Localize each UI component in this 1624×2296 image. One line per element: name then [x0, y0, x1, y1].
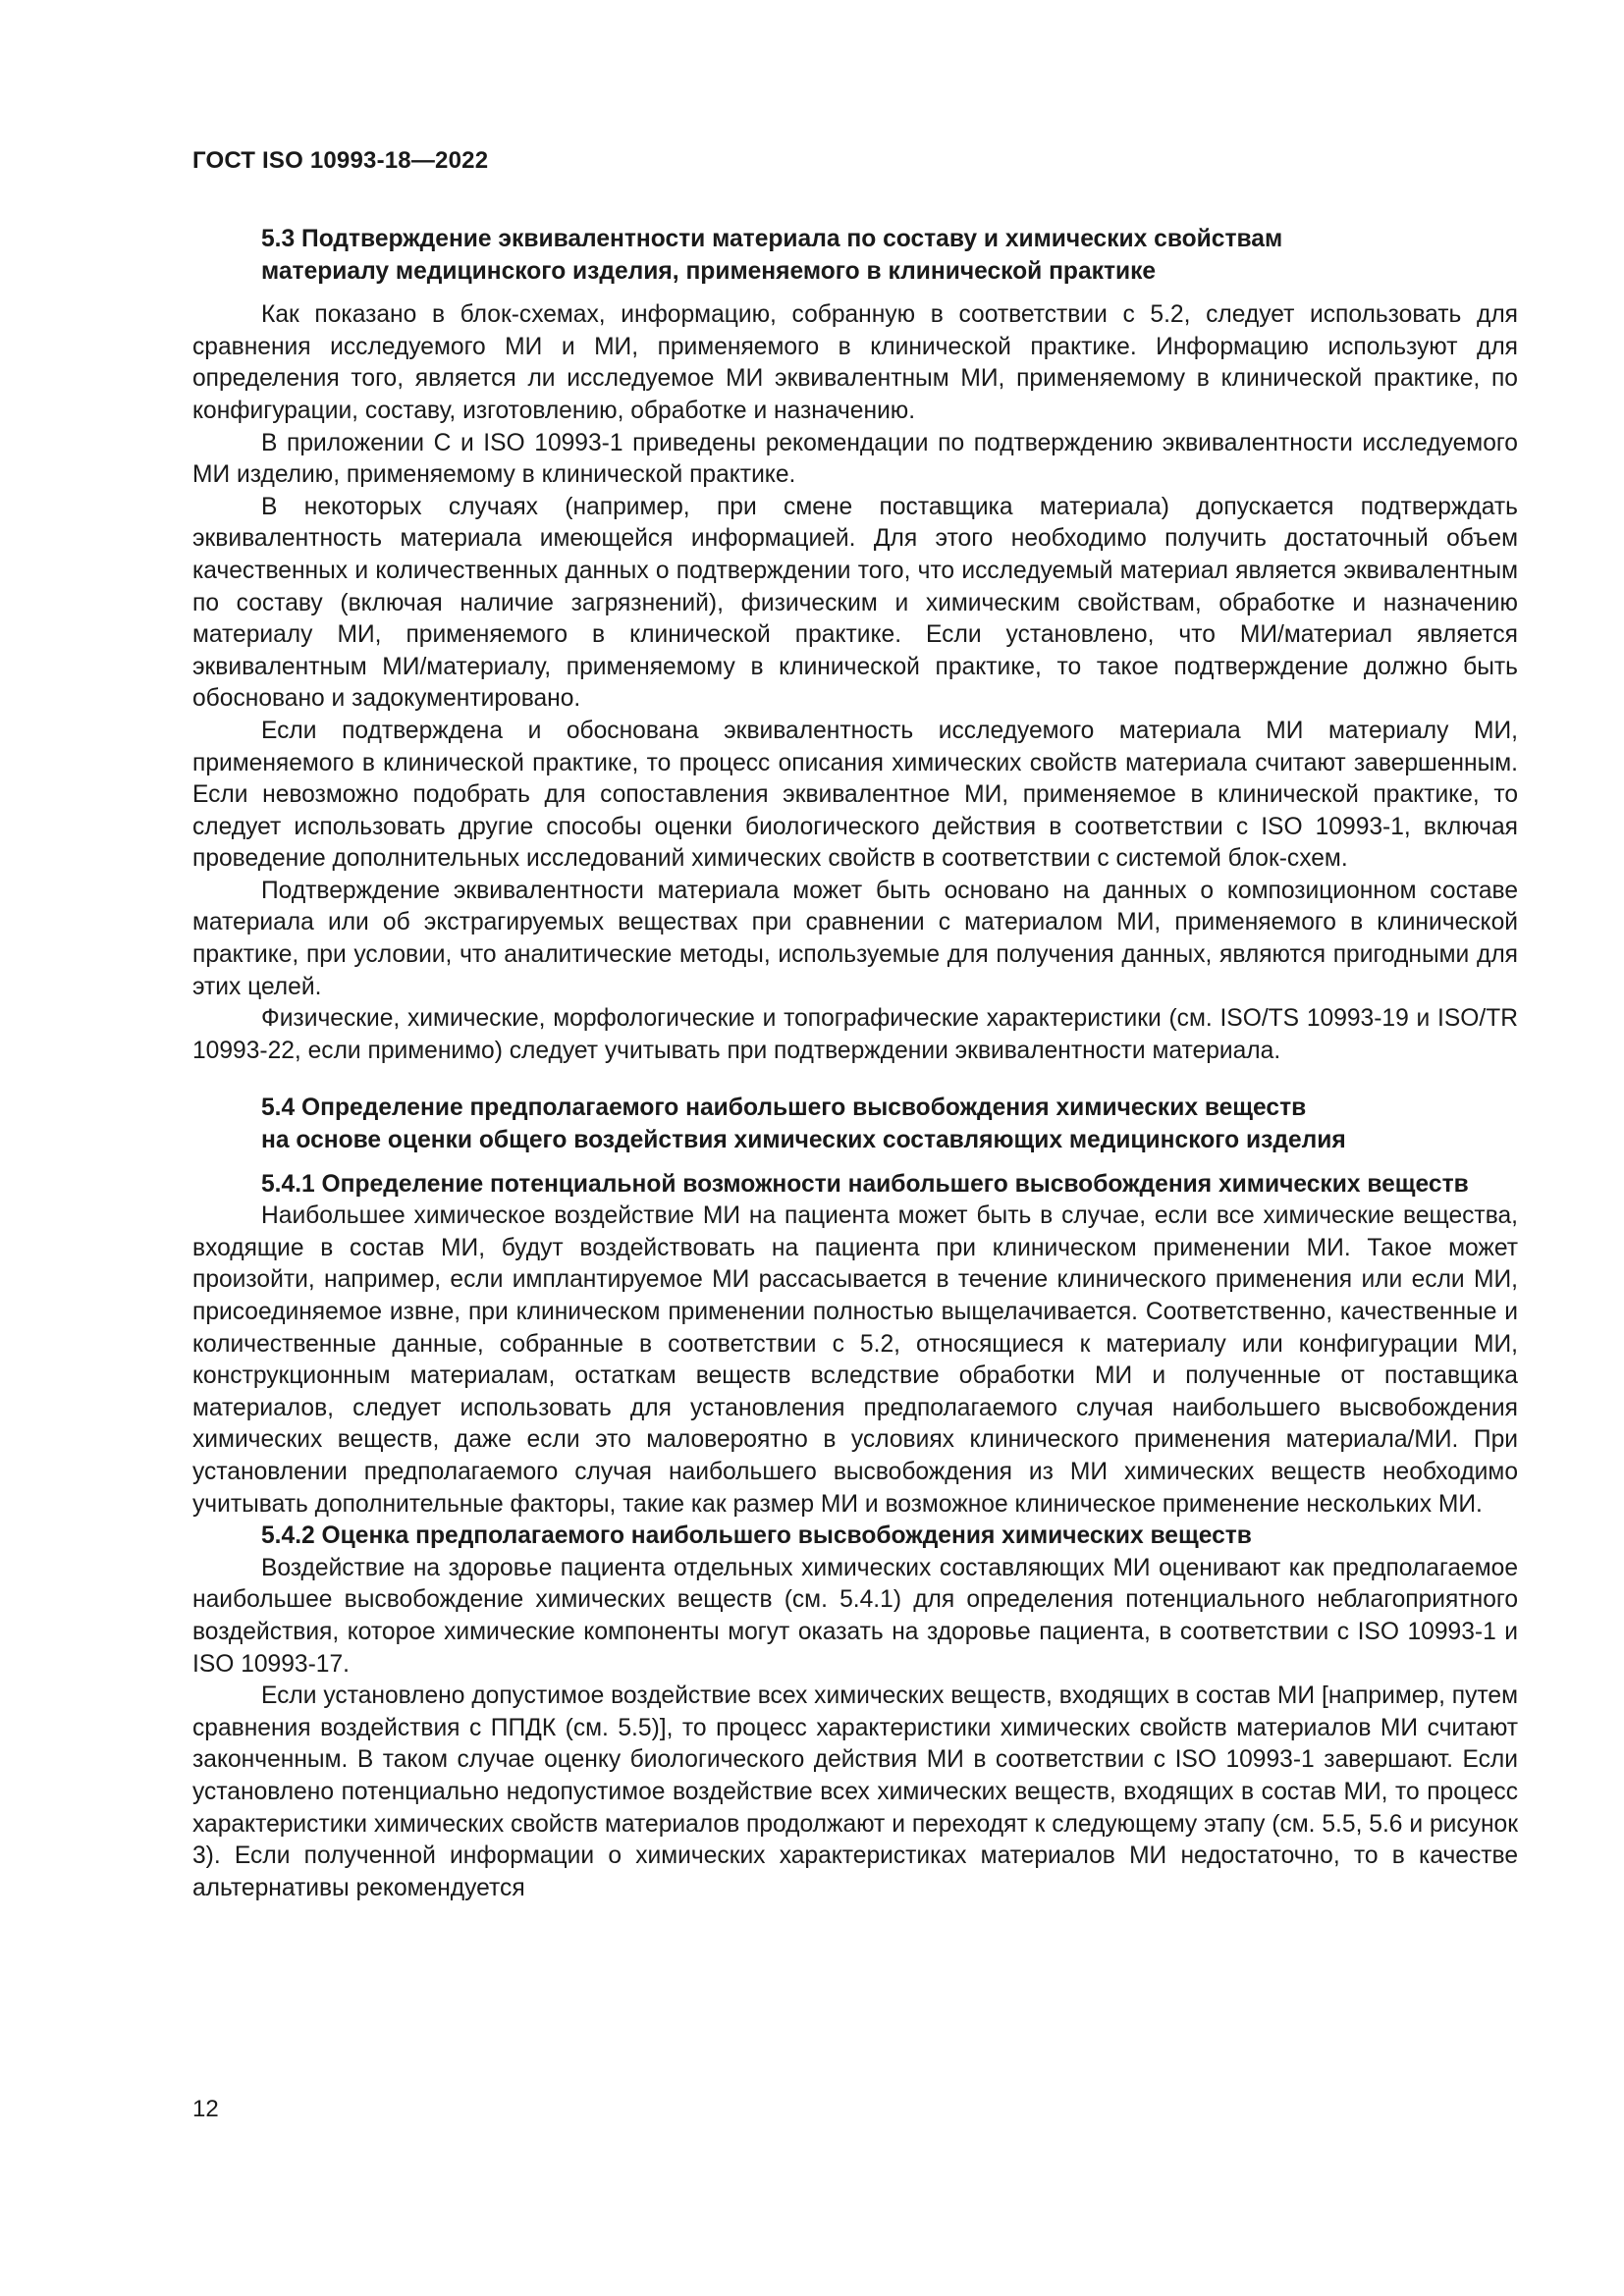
paragraph: Физические, химические, морфологические и топографические характеристики (см. ISO/TS 10993-19 и ISO/TR 10993-22, если применимо) следует учитывать при подтверждении эквивалентности материала.: [192, 1005, 1518, 1064]
paragraph: Воздействие на здоровье пациента отдельных химических составляющих МИ оценивают как предполагаемое наибольшее высвобождение химических веществ (см. 5.4.1) для определения потенциального неблагоприятного воздействия, которое химические компоненты могут оказать на здоровье пациента, в соответствии с ISO 10993-1 и ISO 10993-17.: [192, 1554, 1518, 1678]
page-number: 12: [192, 2096, 219, 2122]
paragraph: В некоторых случаях (например, при смене поставщика материала) допускается подтверждать эквивалентность материала имеющейся информацией. Для этого необходимо получить достаточный объем качественных и количественных данных о подтверждении того, что исследуемый материал является эквивалентным по составу (включая наличие загрязнений), физическим и химическим свойствам, обработке и назначению материалу МИ, применяемого в клинической практике. Если установлено, что МИ/материал является эквивалентным МИ/материалу, применяемому в клинической практике, то такое подтверждение должно быть обосновано и задокументировано.: [192, 493, 1518, 713]
section-5-3-heading: [192, 224, 1518, 288]
section-5-4-1-heading: 5.4.1 Определение потенциальной возможности наибольшего высвобождения химических веществ: [261, 1170, 1469, 1198]
section-5-4-heading-line2: на основе оценки общего воздействия химических составляющих медицинского изделия: [261, 1127, 1346, 1154]
section-5-4-heading: [192, 1093, 1518, 1156]
paragraph: Как показано в блок-схемах, информацию, собранную в соответствии с 5.2, следует использовать для сравнения исследуемого МИ и МИ, применяемого в клинической практике. Информацию используют для определения того, является ли исследуемое МИ эквивалентным МИ, применяемому в клинической практике, по конфигурации, составу, изготовлению, обработке и назначению.: [192, 301, 1518, 424]
document-body: [192, 224, 1518, 1904]
paragraph: Если подтверждена и обоснована эквивалентность исследуемого материала МИ материалу МИ, применяемого в клинической практике, то процесс описания химических свойств материала считают завершенным. Если невозможно подобрать для сопоставления эквивалентное МИ, применяемое в клинической практике, то следует использовать другие способы оценки биологического действия в соответствии с ISO 10993-1, включая проведение дополнительных исследований химических свойств в соответствии с системой блок-схем.: [192, 717, 1518, 873]
section-5-4-heading-line1: 5.4 Определение предполагаемого наибольшего высвобождения химических веществ: [261, 1095, 1307, 1122]
paragraph: Подтверждение эквивалентности материала может быть основано на данных о композиционном составе материала или об экстрагируемых веществах при сравнении с материалом МИ, применяемого в клинической практике, при условии, что аналитические методы, используемые для получения данных, являются пригодными для этих целей.: [192, 877, 1518, 1000]
section-5-3-heading-line2: материалу медицинского изделия, применяемого в клинической практике: [261, 257, 1157, 285]
section-5-3-heading-line1: 5.3 Подтверждение эквивалентности материала по составу и химических свойствам: [261, 226, 1283, 252]
section-5-4-2-heading: 5.4.2 Оценка предполагаемого наибольшего высвобождения химических веществ: [261, 1522, 1252, 1550]
paragraph: Наибольшее химическое воздействие МИ на пациента может быть в случае, если все химические вещества, входящие в состав МИ, будут воздействовать на пациента при клиническом применении МИ. Такое может произойти, например, если имплантируемое МИ рассасывается в течение клинического применения или если МИ, присоединяемое извне, при клиническом применении полностью выщелачивается. Соответственно, качественные и количественные данные, собранные в соответствии с 5.2, относящиеся к материалу или конфигурации МИ, конструкционным материалам, остаткам веществ вследствие обработки МИ и полученные от поставщика материалов, следует использовать для установления предполагаемого случая наибольшего высвобождения химических веществ, даже если это маловероятно в условиях клинического применения материала/МИ. При установлении предполагаемого случая наибольшего высвобождения из МИ химических веществ необходимо учитывать дополнительные факторы, такие как размер МИ и возможное клиническое применение нескольких МИ.: [192, 1202, 1518, 1518]
paragraph: В приложении С и ISO 10993-1 приведены рекомендации по подтверждению эквивалентности исследуемого МИ изделию, применяемому в клинической практике.: [192, 429, 1518, 489]
document-header: ГОСТ ISO 10993-18—2022: [192, 147, 489, 174]
paragraph: Если установлено допустимое воздействие всех химических веществ, входящих в состав МИ [например, путем сравнения воздействия с ППДК (см. 5.5)], то процесс характеристики химических свойств материалов МИ считают законченным. В таком случае оценку биологического действия МИ в соответствии с ISO 10993-1 завершают. Если установлено потенциально недопустимое воздействие всех химических веществ, входящих в состав МИ, то процесс характеристики химических свойств материалов продолжают и переходят к следующему этапу (см. 5.5, 5.6 и рисунок 3). Если полученной информации о химических характеристиках материалов МИ недостаточно, то в качестве альтернативы рекомендуется: [192, 1682, 1518, 1901]
